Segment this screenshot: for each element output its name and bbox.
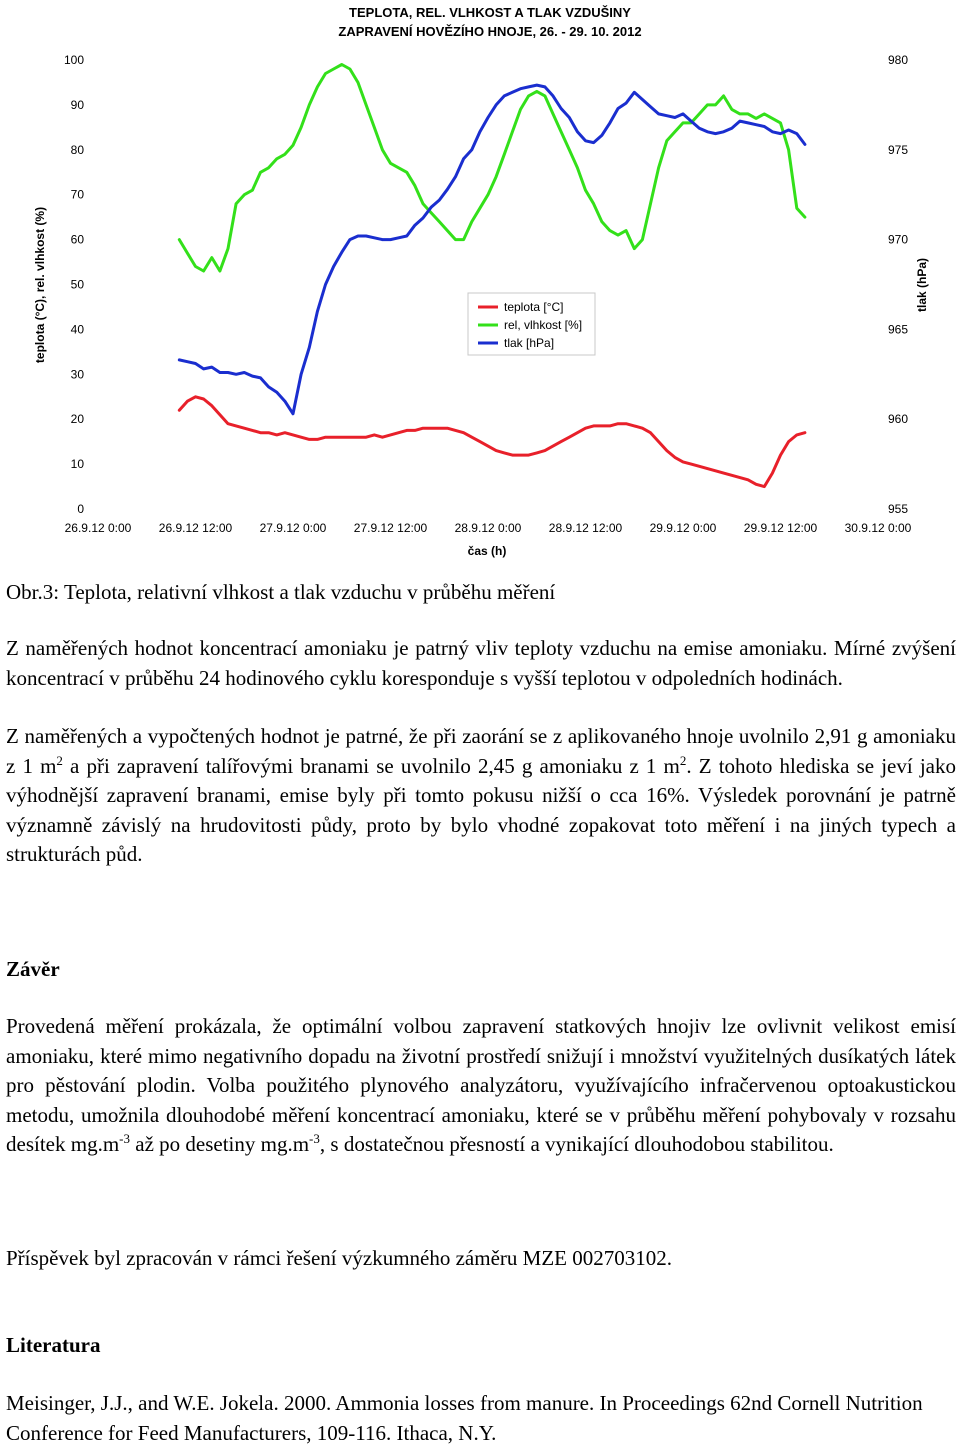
conclusion-heading: Závěr [6,957,60,981]
y-left-tick-label: 50 [70,277,84,292]
legend [468,293,595,355]
chart-title-line2: ZAPRAVENÍ HOVĚZÍHO HNOJE, 26. - 29. 10. 2012 [338,24,642,39]
y-left-tick-label: 0 [77,502,84,516]
chart-title-line1: TEPLOTA, REL. VLHKOST A TLAK VZDUŠINY [349,5,631,20]
y-left-tick-label: 20 [70,412,84,427]
y-right-tick-label: 965 [888,322,909,337]
paragraph-2-part-c: . Z tohoto hlediska se jeví jako výhodnější zapravení branami, emise byly při tomto pokusu nižší o cca 16%. Výsledek porovnání je patrně významně závislý na hrudovitosti půdy, proto by bylo vhodné zopakovat toto měření i na jiných typech a strukturách půd. [6,753,956,866]
y-left-tick-label: 10 [70,457,84,472]
x-tick-label: 26.9.12 0:00 [64,521,132,535]
y-left-ticks [64,53,84,516]
legend-label-vlhkost: rel, vlhkost [%] [504,318,583,332]
series-line-0 [179,397,805,487]
paragraph-2-part-b: a při zapravení talířovými branami se uvolnilo 2,45 g amoniaku z 1 m [62,753,680,778]
legend-label-tlak: tlak [hPa] [504,336,555,350]
y-left-tick-label: 70 [70,187,84,202]
x-tick-label: 29.9.12 12:00 [743,521,818,535]
conclusion-paragraph-1 [6,1012,956,1160]
y-left-tick-label: 100 [63,53,84,67]
y-left-tick-label: 40 [70,322,84,337]
x-tick-label: 28.9.12 12:00 [548,521,623,535]
paragraph-2-sup-1: 2 [56,752,63,768]
paragraph-2 [6,722,956,870]
paragraph-2-part-a: Z naměřených a vypočtených hodnot je patrné, že při zaorání se z aplikovaného hnoje uvolnilo 2,91 g amoniaku z 1 m [6,724,956,778]
x-tick-label: 26.9.12 12:00 [158,521,233,535]
x-tick-label: 30.9.12 0:00 [844,521,912,535]
conclusion-paragraph-2: Příspěvek byl zpracován v rámci řešení výzkumného záměru MZE 002703102. [6,1246,672,1270]
conclusion-part-c: , s dostatečnou přesností a vynikající dlouhodobou stabilitou. [319,1132,834,1156]
y-right-tick-label: 955 [888,502,909,516]
legend-label-teplota: teplota [°C] [504,300,564,314]
x-tick-label: 29.9.12 0:00 [649,521,717,535]
paragraph-1: Z naměřených hodnot koncentrací amoniaku je patrný vliv teploty vzduchu na emise amoniaku. Mírné zvýšení koncentrací v průběhu 24 hodinového cyklu koresponduje s vyšší teplotou v odpoledních hodinách. [6,636,956,690]
y-axis-left-label: teplota (°C), rel. vlhkost (%) [33,206,47,364]
x-axis-label: čas (h) [467,544,507,558]
y-left-tick-label: 60 [70,232,84,247]
chart [0,0,960,570]
paragraph-2-sup-2: 2 [679,752,687,768]
y-right-tick-label: 960 [888,412,909,427]
conclusion-sup-1: -3 [119,1131,130,1146]
x-tick-label: 28.9.12 0:00 [454,521,522,535]
conclusion-part-b: až po desetiny mg.m [130,1132,310,1156]
x-ticks [65,521,912,535]
conclusion-part-a: Provedená měření prokázala, že optimální volbou zapravení statkových hnojiv lze ovlivnit velikost emisí amoniaku, které mimo negativního dopadu na životní prostředí snižují i množství využitelných dusíkatých látek pro pěstování plodin. Volba použitého plynového analyzátoru, využívajícího infračervenou optoakustickou metodu, umožnila dlouhodobé měření koncentrací amoniaku, které se v průběhu měření pohybovaly v rozsahu desítek mg.m [6,1014,956,1156]
conclusion-sup-2: -3 [309,1131,320,1146]
series-layer [179,65,805,487]
literature-reference-1: Meisinger, J.J., and W.E. Jokela. 2000. Ammonia losses from manure. In Proceedings 62nd Cornell Nutrition Conference for Feed Manufacturers, 109-116. Ithaca, N.Y. [6,1391,923,1445]
y-axis-right-label: tlak (hPa) [915,257,929,313]
series-line-2 [179,85,805,414]
y-right-tick-label: 975 [888,142,909,157]
x-tick-label: 27.9.12 12:00 [353,521,428,535]
y-right-tick-label: 980 [888,53,909,67]
y-left-tick-label: 90 [70,97,84,112]
y-right-tick-label: 970 [888,232,909,247]
x-tick-label: 27.9.12 0:00 [259,521,327,535]
figure-caption: Obr.3: Teplota, relativní vlhkost a tlak vzduchu v průběhu měření [6,580,556,604]
literature-heading: Literatura [6,1333,101,1357]
y-left-tick-label: 30 [70,367,84,382]
series-line-1 [179,65,805,272]
y-right-ticks [888,53,908,516]
y-left-tick-label: 80 [70,142,84,157]
